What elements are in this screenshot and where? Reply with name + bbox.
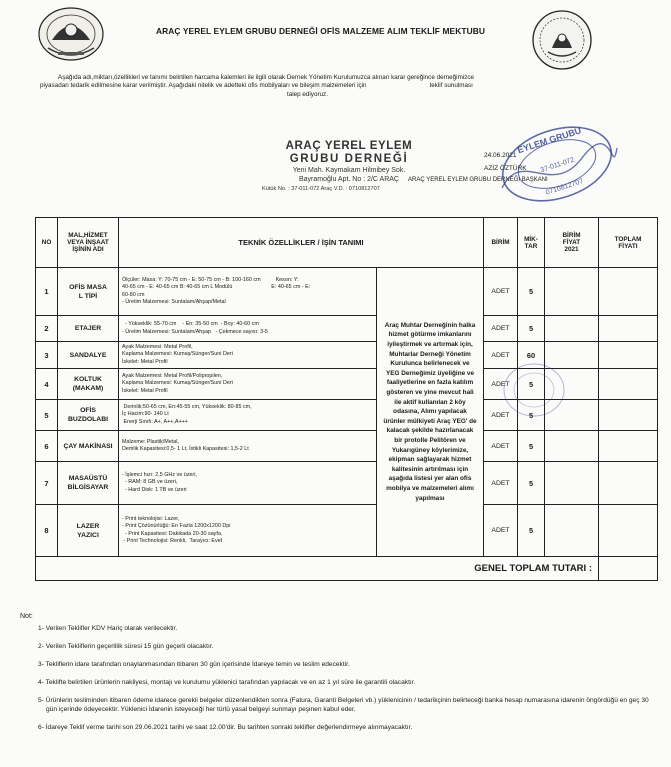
- header-unit: BİRİM: [484, 218, 518, 268]
- note-text: Verilen Tekliflerin geçerlilik süresi 15 gün geçerli olacaktır.: [45, 643, 214, 651]
- note-text: Teklifte belirtilen ürünlerin nakliyesi, montajı ve kurulumu yüklenici tarafından yapılacak ve en az 1 yıl süre ile garantili olacaktır.: [45, 679, 416, 687]
- row-no: 2: [36, 316, 58, 342]
- row-item-name: [58, 462, 119, 505]
- row-item-name-line-1: MASAÜSTÜ: [68, 475, 108, 482]
- header-item-name: [58, 218, 119, 268]
- row-unit-price-input[interactable]: [545, 316, 599, 342]
- header-price-line-3: 2021: [564, 246, 579, 253]
- row-total-price-input[interactable]: [599, 268, 658, 316]
- row-unit: ADET: [484, 505, 518, 557]
- row-spec: [119, 400, 377, 431]
- header-unit-price: [545, 218, 599, 268]
- stamp-org-line-1: ARAÇ YEREL EYLEM: [285, 140, 413, 152]
- row-no: 7: [36, 462, 58, 505]
- row-unit: ADET: [484, 316, 518, 342]
- svg-text:37-011-072: 37-011-072: [539, 156, 576, 175]
- header-item-line-2: VEYA İNŞAAT: [67, 239, 109, 246]
- row-spec: [119, 316, 377, 342]
- row-item-name: [58, 505, 119, 557]
- note-item: [20, 724, 660, 733]
- spec-line: - Print teknolojisi: Lazer,: [122, 516, 180, 523]
- signatory-name: AZİZ ÖZTÜRK: [484, 165, 527, 172]
- row-spec: [119, 462, 377, 505]
- row-item-name-line-1: ETAJER: [74, 325, 102, 332]
- row-qty: 5: [518, 400, 545, 431]
- spec-line: - İşlemci hızı: 2,5 GHz ve üzeri,: [122, 472, 197, 479]
- note-number: 2-: [38, 643, 44, 651]
- note-text: Verilen Teklifler KDV Hariç olarak verilecektir.: [45, 625, 178, 632]
- spec-line: 40-65 cm - E: 40-65 cm B: 40-65 cm L Modülü E: 40-65 cm - E:: [122, 284, 311, 291]
- letter-date: 24.06.2021: [484, 152, 517, 159]
- note-item: [20, 643, 660, 652]
- organization-stamp: [254, 140, 444, 192]
- row-item-name-line-1: ÇAY MAKİNASI: [63, 442, 113, 450]
- stamp-address-2: Bayramoğlu Apt. No : 2/C ARAÇ: [299, 176, 399, 183]
- stamp-registry: Kütük No. : 37-011-072 Araç V.D. : 0710812707: [262, 186, 380, 192]
- row-no: 8: [36, 505, 58, 557]
- row-qty: 60: [518, 342, 545, 369]
- notes-heading: Not:: [20, 613, 33, 620]
- row-unit: ADET: [484, 462, 518, 505]
- row-qty: 5: [518, 462, 545, 505]
- row-item-name: [58, 342, 119, 369]
- intro-line-3: talep ediyoruz.: [287, 90, 328, 98]
- row-qty: 5: [518, 268, 545, 316]
- note-number: 6-: [38, 724, 44, 732]
- row-no: 4: [36, 369, 58, 400]
- spec-line: Malzeme: Plastik/Metal,: [122, 438, 179, 445]
- spec-line: Enerji Sınıfı: A+, A++,A+++: [122, 418, 188, 425]
- row-item-name: [58, 268, 119, 316]
- table-row: [36, 462, 658, 505]
- header-qty-line-2: TAR: [524, 242, 538, 250]
- note-number: 5-: [38, 697, 44, 705]
- header-total-price: [599, 218, 658, 268]
- row-item-name-line-1: KOLTUK: [74, 376, 102, 383]
- spec-line: 60-80 cm: [122, 291, 145, 298]
- spec-line: - Print Kapasitesi: Dakikada 20-30 sayfa,: [122, 530, 223, 537]
- header-total-line-1: TOPLAM: [614, 235, 642, 243]
- note-number: 3-: [38, 661, 44, 669]
- note-item: [20, 679, 660, 688]
- spec-line: İç Hacim:90- 140 Lt: [122, 411, 169, 418]
- spec-line: - Print Technolojisi: Renkli, Tarayıcı: Evet: [122, 537, 223, 544]
- row-qty: 5: [518, 316, 545, 342]
- spec-line: Ayak Malzemesi: Metal Profil,: [122, 344, 193, 351]
- row-item-name: [58, 316, 119, 342]
- row-qty: 5: [518, 369, 545, 400]
- table-row: [36, 505, 658, 557]
- note-number: 4-: [38, 679, 44, 687]
- row-spec: [119, 505, 377, 557]
- row-item-name-line-1: OFİS MASA: [69, 283, 107, 291]
- stamp-address-1: Yeni Mah. Kaymakam Hilmibey Sok.: [292, 167, 406, 174]
- spec-line: - Print Çözünürlüğü: En Fazla 1200x1200 Dpi: [122, 523, 231, 530]
- header-qty: [518, 218, 545, 268]
- intro-line-2: piyasadan tedarik edilmesine karar verilmiştir. Aşağıdaki nitelik ve adetteki ofis mobilyaları ve bileşim malzemeleri için teklif sunulması: [40, 82, 473, 90]
- row-unit: ADET: [484, 268, 518, 316]
- row-unit: ADET: [484, 369, 518, 400]
- purchase-description: Araç Muhtar Derneğinin halka hizmet götürme imkanlarını iyileştirmek ve artırmak için, Muhtarlar Derneği Yönetim Kurulunca belirlenecek ve YEG Derneğimiz üyeliğine ve faaliyetlerine en fazla katılım gösteren ve yine mevcut hali ile aktif kullanılan 2 köy odasına, Alımı yapılacak ürünler mülkiyeti Araç YEG' de kalacak şekilde hazırlanacak bir protolle Pelitören ve Yukarıgüney köylerimize, ekipman sağlayarak hizmet kalitesinin artırılması için aşağıda listesi yer alan ofis mobilya ve malzemeleri alımı yapılması: [377, 268, 484, 557]
- round-seal-stamp-faint: [500, 360, 568, 420]
- row-total-price-input[interactable]: [599, 316, 658, 342]
- row-no: 3: [36, 342, 58, 369]
- note-item: [20, 661, 660, 670]
- row-spec: [119, 369, 377, 400]
- intro-paragraph: [40, 74, 640, 99]
- intro-line-1: Aşağıda adı,miktarı,özellikleri ve tanımı belirtilen harcama kalemleri ile ilgili olarak Dernek Yönetim Kurulumuzca alınan karar gereğince derneğimizce: [58, 74, 475, 81]
- spec-line: Ayak Malzemesi: Metal Profil/Polipropilen,: [122, 373, 223, 380]
- header-total-line-2: FİYATI: [618, 242, 638, 250]
- row-qty: 5: [518, 431, 545, 462]
- row-total-price-input[interactable]: [599, 342, 658, 369]
- header-no: NO: [36, 218, 58, 268]
- header-item-line-3: İŞİNİN ADI: [72, 246, 104, 253]
- spec-line: - Yükseklik: 55-70 cm - En: 35-50 cm - Boy: 40-60 cm: [122, 321, 259, 328]
- table-header-row: [36, 218, 658, 268]
- note-text: Ürünlerin tesliminden itibaren ödeme idarece gerekli belgeler düzenlendikten sonra (Fatura, Garanti Belgeleri vb.) yüklenicinin / tedarikçinin belirteceği banka hesap numarasına idarenin öngördüğü en geç 30 gün içerinde ödeyecektir. Yüklenici İdarenin isteyeceği her türlü yasal belgeyi sunmayı peşinen kabul eder.: [45, 697, 649, 713]
- spec-line: - Üretim Malzemesi: Suntalam/Ahşap/Metal: [122, 298, 226, 305]
- spec-line: - Hard Disk: 1 TB ve üzeri: [122, 486, 187, 493]
- note-item: [20, 625, 660, 634]
- row-spec: [119, 342, 377, 369]
- association-emblem-left: [36, 4, 106, 68]
- row-no: 1: [36, 268, 58, 316]
- header-item-line-1: MAL,HİZMET: [68, 232, 108, 239]
- svg-text:0710812707: 0710812707: [544, 177, 585, 197]
- row-item-name: [58, 369, 119, 400]
- row-total-price-input[interactable]: [599, 462, 658, 505]
- grand-total-input[interactable]: [599, 557, 658, 581]
- row-item-name: [58, 400, 119, 431]
- header-price-line-2: FİYAT: [562, 239, 581, 246]
- row-unit-price-input[interactable]: [545, 431, 599, 462]
- spec-line: Ölçüler: Masa: Y: 70-75 cm - E: 50-75 cm - B: 100-160 cm Keson: Y:: [122, 277, 299, 284]
- table-row: [36, 268, 658, 316]
- round-seal-stamp: [492, 118, 622, 210]
- signatory-title: ARAÇ YEREL EYLEM GRUBU DERNEĞİ BAŞKANI: [408, 177, 548, 183]
- header-price-line-1: BİRİM: [562, 232, 581, 239]
- association-emblem-right: [526, 8, 598, 72]
- row-unit-price-input[interactable]: [545, 462, 599, 505]
- row-qty: 5: [518, 505, 545, 557]
- row-item-name-line-2: L TİPİ: [78, 292, 98, 300]
- stamp-org-line-2: GRUBU DERNEĞİ: [289, 153, 409, 165]
- row-spec: [119, 268, 377, 316]
- row-no: 6: [36, 431, 58, 462]
- row-item-name-line-2: (MAKAM): [72, 385, 104, 392]
- spec-line: Derinlik:50-65 cm, En:45-55 cm, Yükseklik: 80-85 cm,: [122, 404, 252, 411]
- notes-section: [20, 613, 660, 742]
- row-item-name-line-1: SANDALYE: [69, 351, 107, 359]
- spec-line: Kaplama Malzemesi: Kumaş/Sünger/Suni Deri: [122, 351, 233, 358]
- row-item-name-line-1: LAZER: [76, 522, 100, 530]
- note-text: Tekliflerin idare tarafından onaylanmasından itibaren 30 gün içerisinde İdareye temin ve teslim edecektir.: [45, 661, 350, 669]
- row-total-price-input[interactable]: [599, 400, 658, 431]
- spec-line: Kaplama Malzemesi: Kumaş/Sünger/Suni Deri: [122, 380, 233, 387]
- row-unit-price-input[interactable]: [545, 505, 599, 557]
- spec-line: İskelet: Metal Profil: [122, 387, 168, 394]
- spec-line: - RAM: 8 GB ve üzeri,: [122, 479, 178, 486]
- row-item-name-line-2: BİLGİSAYAR: [67, 484, 109, 491]
- note-number: 1-: [38, 625, 44, 632]
- document-title: ARAÇ YEREL EYLEM GRUBU DERNEĞİ OFİS MALZEME ALIM TEKLİF MEKTUBU: [155, 26, 486, 36]
- header-qty-line-1: MİK-: [524, 235, 538, 243]
- table-row: [36, 431, 658, 462]
- header-spec: TEKNİK ÖZELLİKLER / İŞİN TANIMI: [119, 218, 484, 268]
- row-spec: [119, 431, 377, 462]
- row-item-name-line-2: BUZDOLABI: [67, 416, 109, 423]
- grand-total-label: GENEL TOPLAM TUTARI :: [36, 557, 599, 581]
- row-item-name: [58, 431, 119, 462]
- spec-line: - Üretim Malzemesi: Suntalam/Ahşap - Çekmece sayısı: 3-5: [122, 328, 268, 335]
- row-unit-price-input[interactable]: [545, 268, 599, 316]
- row-total-price-input[interactable]: [599, 505, 658, 557]
- row-unit: ADET: [484, 342, 518, 369]
- spec-line: Demlik Kapasitesi:0,5- 1 Lt, İstikli Kapasitesi: 1,5-2 Lt: [122, 446, 249, 452]
- svg-text:EYLEM GRUBU: EYLEM GRUBU: [516, 125, 583, 156]
- note-text: İdareye Teklif verme tarihi son 29.06.2021 tarihi ve saat 12.00'dir. Bu tarihten sonraki teklifler değerlendirmeye alınmayacaktır.: [45, 724, 413, 732]
- row-no: 5: [36, 400, 58, 431]
- row-item-name-line-2: YAZICI: [77, 531, 99, 539]
- spec-line: İskelet: Metal Profil: [122, 358, 168, 365]
- row-unit: ADET: [484, 400, 518, 431]
- row-total-price-input[interactable]: [599, 431, 658, 462]
- table-row: [36, 316, 658, 342]
- table-total-row: [36, 557, 658, 581]
- row-unit: ADET: [484, 431, 518, 462]
- note-item: [20, 697, 660, 714]
- row-total-price-input[interactable]: [599, 369, 658, 400]
- row-item-name-line-1: OFİS: [80, 407, 96, 414]
